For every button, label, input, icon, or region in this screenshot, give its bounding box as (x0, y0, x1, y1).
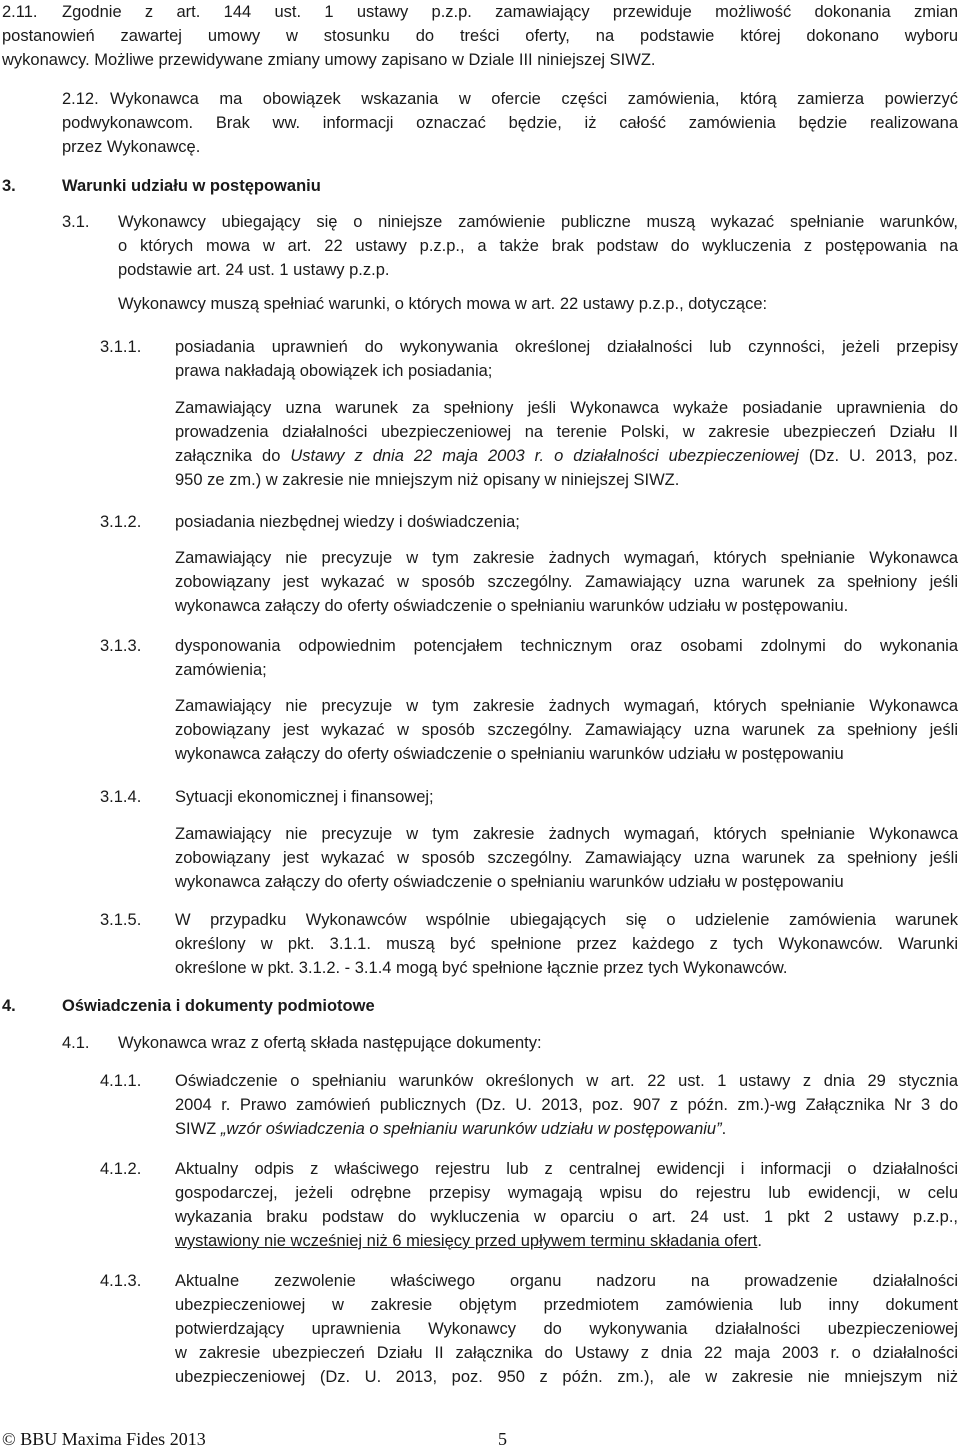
section-number: 2.11. (2, 3, 38, 21)
section-number: 2.12. (62, 90, 99, 108)
copyright-icon: © (2, 1429, 16, 1449)
paragraph-2-12: Wykonawca ma obowiązek wskazania w ofercie części zamówienia, którą zamierza powierzyć (110, 90, 958, 108)
section-number: 3.1.1. (100, 338, 142, 356)
paragraph-3-1-5: W przypadku Wykonawców wspólnie ubiegających się o udzielenie zamówienia warunek określony w pkt. 3.1.1. muszą być spełnione przez każdego z tych Wykonawców. Warunki określone w pkt. 3.1.2. - 3.1.4 mogą być spełnione łącznie przez tych Wykonawców. (175, 911, 958, 977)
section-number: 4.1.2. (100, 1160, 142, 1178)
section-number: 3.1.4. (100, 788, 142, 806)
note-3-1-1: Zamawiający uzna warunek za spełniony jeśli Wykonawca wykaże posiadanie uprawnienia do prowadzenia działalności ubezpieczeniowej na terenie Polski, w zakresie ubezpieczeń Działu II załącznika do Ustawy z dnia 22 maja 2003 r. o działalności ubezpieczeniowej (Dz. U. 2013, poz. 950 ze zm.) w zakresie nie mniejszym niż opisany w niniejszej SIWZ. (175, 399, 959, 489)
note-3-1-4: Zamawiający nie precyzuje w tym zakresie żadnych wymagań, których spełnianie Wykonawca zobowiązany jest wykazać w sposób szczególny. Zamawiający uzna warunek za spełniony jeśli wykonawca załączy do oferty oświadczenie o spełnianiu warunków udziału w postępowaniu (175, 825, 958, 891)
footer-organization: © BBU Maxima Fides 2013 (2, 1429, 206, 1449)
attachment-title: „wzór oświadczenia o spełnianiu warunków udziału w postępowaniu” (220, 1120, 722, 1138)
law-reference: Ustawy z dnia 22 maja 2003 r. o działalności ubezpieczeniowej (290, 447, 799, 465)
section-number: 4.1.1. (100, 1072, 142, 1090)
paragraph-4-1: Wykonawca wraz z ofertą składa następujące dokumenty: (118, 1034, 542, 1052)
section-number: 3.1.3. (100, 637, 142, 655)
note-3-1-2: Zamawiający nie precyzuje w tym zakresie żadnych wymagań, których spełnianie Wykonawca zobowiązany jest wykazać w sposób szczególny. Zamawiający uzna warunek za spełniony jeśli wykonawca załączy do oferty oświadczenie o spełnianiu warunków udziału w postępowaniu. (175, 549, 958, 615)
paragraph-2-11-cont: postanowień zawartej umowy w stosunku do treści oferty, na podstawie której dokonano wyboru wykonawcy. Możliwe przewidywane zmiany umowy zapisano w Dziale III niniejszej SIWZ. (2, 27, 958, 69)
section-heading: Oświadczenia i dokumenty podmiotowe (62, 997, 375, 1015)
heading-number: 3. (2, 177, 16, 195)
page-number: 5 (498, 1429, 507, 1449)
section-number: 3.1.5. (100, 911, 142, 929)
paragraph-4-1-1: Oświadczenie o spełnianiu warunków określonych w art. 22 ust. 1 ustawy z dnia 29 stycznia 2004 r. Prawo zamówień publicznych (Dz. U. 2013, poz. 907 z późn. zm.)-wg Załącznika Nr 3 do SIWZ „wzór oświadczenia o spełnianiu warunków udziału w postępowaniu”. (175, 1072, 958, 1138)
heading-number: 4. (2, 997, 16, 1015)
section-number: 3.1. (62, 213, 90, 231)
paragraph-2-12-cont: podwykonawcom. Brak ww. informacji oznaczać będzie, iż całość zamówienia będzie realizowana przez Wykonawcę. (62, 114, 958, 156)
underlined-deadline: wystawiony nie wcześniej niż 6 miesięcy przed upływem terminu składania ofert (175, 1232, 758, 1250)
section-number: 4.1. (62, 1034, 90, 1052)
paragraph-2-11: Zgodnie z art. 144 ust. 1 ustawy p.z.p. zamawiający przewiduje możliwość dokonania zmian (62, 3, 958, 21)
paragraph-3-1: Wykonawcy ubiegający się o niniejsze zamówienie publiczne muszą wykazać spełnianie warunków, o których mowa w art. 22 ustawy p.z.p., a także brak podstaw do wykluczenia z postępowania na podstawie art. 24 ust. 1 ustawy p.z.p. Wykonawcy muszą spełniać warunki, o których mowa w art. 22 ustawy p.z.p., dotyczące: (118, 213, 958, 313)
note-3-1-3: Zamawiający nie precyzuje w tym zakresie żadnych wymagań, których spełnianie Wykonawca zobowiązany jest wykazać w sposób szczególny. Zamawiający uzna warunek za spełniony jeśli wykonawca załączy do oferty oświadczenie o spełnianiu warunków udziału w postępowaniu (175, 697, 958, 763)
paragraph-3-1-3: dysponowania odpowiednim potencjałem technicznym oraz osobami zdolnymi do wykonania zamówienia; (175, 637, 958, 679)
paragraph-4-1-3: Aktualne zezwolenie właściwego organu nadzoru na prowadzenie działalności ubezpieczeniowej w zakresie objętym przedmiotem zamówienia lub inny dokument potwierdzający uprawnienia Wykonawcy do wykonywania działalności ubezpieczeniowej w zakresie ubezpieczeń Działu II załącznika do Ustawy z dnia 22 maja 2003 r. o działalności ubezpieczeniowej (Dz. U. 2013, poz. 950 z późn. zm.), ale w zakresie nie mniejszym niż (175, 1272, 958, 1386)
paragraph-3-1-2: posiadania niezbędnej wiedzy i doświadczenia; (175, 513, 520, 531)
paragraph-4-1-2: Aktualny odpis z właściwego rejestru lub z centralnej ewidencji i informacji o działalności gospodarczej, jeżeli odrębne przepisy wymagają wpisu do rejestru lub ewidencji, w celu wykazania braku podstaw do wykluczenia w oparciu o art. 24 ust. 1 pkt 2 ustawy p.z.p., wystawiony nie wcześniej niż 6 miesięcy przed upływem terminu składania ofert. (175, 1160, 958, 1250)
section-number: 4.1.3. (100, 1272, 142, 1290)
section-heading: Warunki udziału w postępowaniu (62, 177, 321, 195)
paragraph-3-1-1: posiadania uprawnień do wykonywania określonej działalności lub czynności, jeżeli przepisy prawa nakładają obowiązek ich posiadania; (175, 338, 958, 380)
section-number: 3.1.2. (100, 513, 142, 531)
paragraph-3-1-4: Sytuacji ekonomicznej i finansowej; (175, 788, 434, 806)
